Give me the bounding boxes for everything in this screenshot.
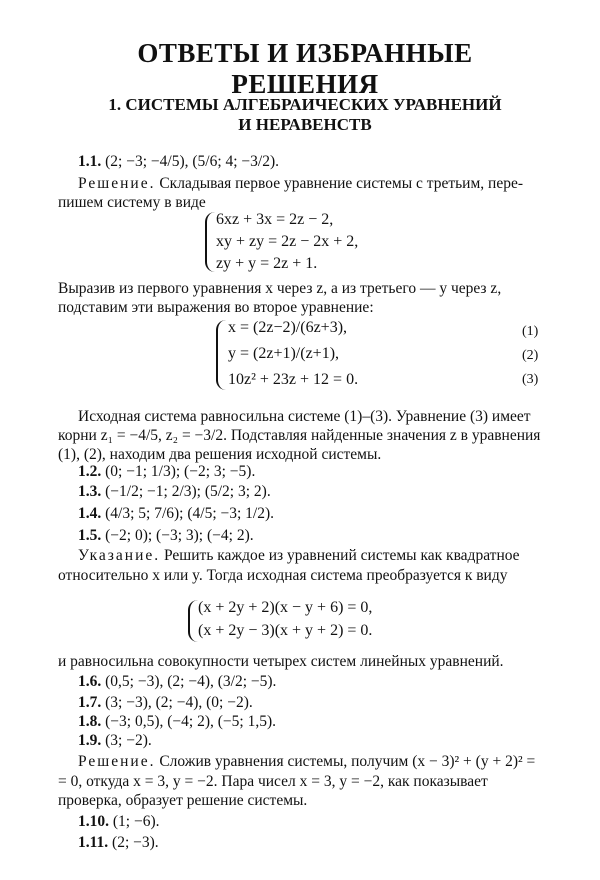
text-line3: Выразив из первого уравнения x через z, а из третьего — y через z, [58,280,502,297]
solution-2-line1 [78,752,535,771]
solution-1-line2: пишем систему в виде [58,194,206,211]
answer-1-10 [78,812,160,831]
solution-1-line1 [78,174,523,193]
answer-text: (4/3; 5; 7/6); (4/5; −3; 1/2). [105,505,275,522]
answer-text: (0; −1; 1/3); (−2; 3; −5). [105,463,256,480]
solution-text: Складывая первое уравнение системы с третьим, пере- [159,175,523,192]
answer-text: (−2; 0); (−3; 3); (−4; 2). [105,527,254,544]
brace-icon [216,320,226,390]
answer-text: (2; −3). [112,834,159,851]
system2-eq1: x = (2z−2)/(6z+3), [228,319,348,336]
text-line6: корни z₁ = −4/5, z₂ = −3/2. Подставляя найденные значения z в уравнения [58,427,541,444]
system2-eq2: y = (2z+1)/(z+1), [228,345,340,362]
solution-label: Решение. [78,753,156,770]
answer-number: 1.7. [78,694,102,711]
answer-text: (2; −3; −4/5), (5/6; 4; −3/2). [105,153,280,170]
hint-line2: относительно x или y. Тогда исходная система преобразуется к виду [58,567,508,584]
answer-1-4 [78,504,274,523]
system3-eq2: (x + 2y − 3)(x + y + 2) = 0. [198,622,373,639]
answer-number: 1.6. [78,673,102,690]
page-title: ОТВЕТЫ И ИЗБРАННЫЕ РЕШЕНИЯ [137,38,473,99]
answer-text: (3; −2). [105,732,152,749]
brace-icon [188,600,198,642]
system1-eq3: zy + y = 2z + 1. [216,255,318,272]
equation-number: (3) [522,372,539,387]
system3-eq1: (x + 2y + 2)(x − y + 6) = 0, [198,599,373,616]
text-line8: и равносильна совокупности четырех систем линейных уравнений. [58,653,504,670]
hint-label: Указание. [78,547,161,564]
answer-text: (−1/2; −1; 2/3); (5/2; 3; 2). [105,483,271,500]
hint-text: Решить каждое из уравнений системы как квадратное [164,547,520,564]
answer-number: 1.5. [78,527,102,544]
answer-text: (3; −3), (2; −4), (0; −2). [105,694,253,711]
answer-1-2 [78,462,255,481]
answer-number: 1.4. [78,505,102,522]
answer-1-3 [78,482,271,501]
answer-number: 1.9. [78,732,102,749]
answer-1-11 [78,833,159,852]
solution-text: Сложив уравнения системы, получим (x − 3)² + (y + 2)² = [159,753,536,770]
answer-1-6 [78,672,276,691]
solution-2-line3: проверка, образует решение системы. [58,792,308,809]
answer-1-9 [78,731,152,750]
equation-number: (2) [522,348,539,363]
section-title [100,95,510,135]
system2-eq3: 10z² + 23z + 12 = 0. [228,371,359,388]
answer-number: 1.2. [78,463,102,480]
answer-1-7 [78,693,253,712]
text-line7: (1), (2), находим два решения исходной системы. [58,446,382,463]
answer-1-5 [78,526,254,545]
text-line4: подставим эти выражения во второе уравнение: [58,299,374,316]
system1-eq1: 6xz + 3x = 2z − 2, [216,211,334,228]
answer-text: (−3; 0,5), (−4; 2), (−5; 1,5). [105,713,276,730]
answer-text: (0,5; −3), (2; −4), (3/2; −5). [105,673,277,690]
brace-icon [205,212,215,272]
hint-line1 [78,546,520,565]
equation-number: (1) [522,324,539,339]
answer-number: 1.1. [78,153,102,170]
answer-number: 1.3. [78,483,102,500]
section-title-line2: И НЕРАВЕНСТВ [238,115,372,134]
solution-label: Решение. [78,175,156,192]
answer-1-1 [78,152,279,171]
answer-1-8 [78,712,276,731]
system1-eq2: xy + zy = 2z − 2x + 2, [216,233,359,250]
answer-number: 1.8. [78,713,102,730]
solution-2-line2: = 0, откуда x = 3, y = −2. Пара чисел x = 3, y = −2, как показывает [58,773,488,790]
answer-number: 1.11. [78,834,109,851]
answer-text: (1; −6). [112,813,160,830]
answer-number: 1.10. [78,813,109,830]
section-title-line1: 1. СИСТЕМЫ АЛГЕБРАИЧЕСКИХ УРАВНЕНИЙ [108,95,502,114]
text-line5: Исходная система равносильна системе (1)–(3). Уравнение (3) имеет [78,408,531,425]
